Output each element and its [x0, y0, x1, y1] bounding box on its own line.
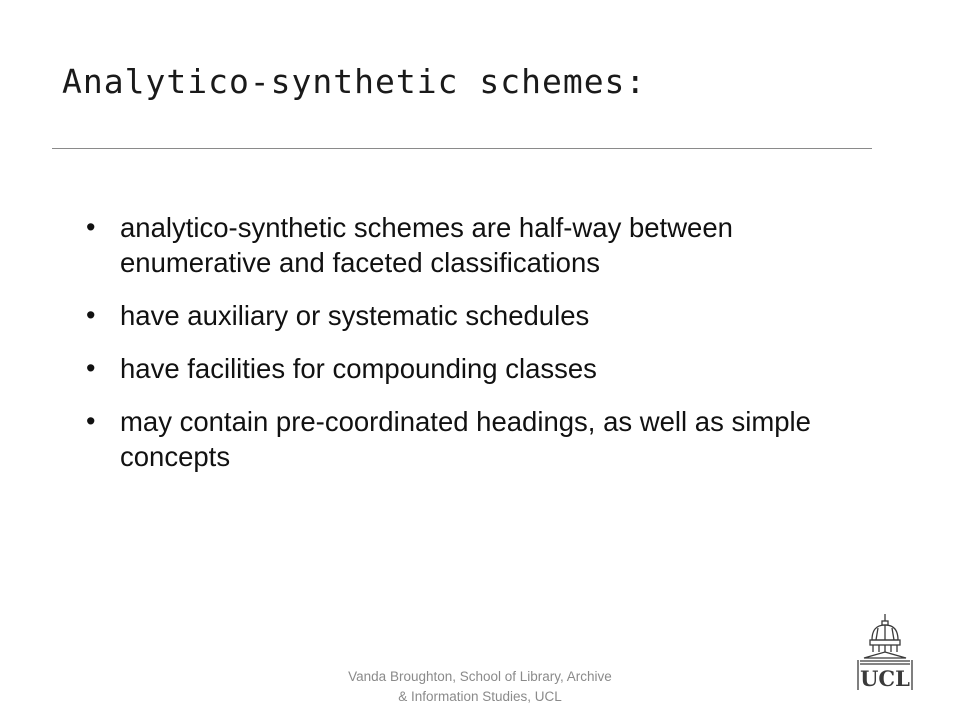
bullet-text: have facilities for compounding classes [120, 353, 597, 384]
ucl-portico-dome-icon [850, 612, 920, 690]
footer-line-2: & Information Studies, UCL [398, 689, 562, 704]
bullet-list [86, 210, 846, 492]
bullet-marker: • [86, 300, 96, 330]
bullet-marker: • [86, 353, 96, 383]
bullet-item [86, 210, 846, 280]
ucl-logo-text: UCL [860, 666, 910, 690]
bullet-text: have auxiliary or systematic schedules [120, 300, 590, 331]
title-divider [52, 148, 872, 149]
footer-credit [320, 667, 640, 707]
bullet-text: analytico-synthetic schemes are half-way between enumerative and faceted classifications [120, 212, 733, 278]
bullet-item [86, 298, 846, 333]
slide-title: Analytico-synthetic schemes: [62, 62, 647, 101]
footer-line-1: Vanda Broughton, School of Library, Archive [348, 669, 612, 684]
bullet-item [86, 404, 846, 474]
bullet-marker: • [86, 406, 96, 436]
bullet-text: may contain pre-coordinated headings, as well as simple concepts [120, 406, 811, 472]
bullet-marker: • [86, 212, 96, 242]
bullet-item [86, 351, 846, 386]
ucl-logo [850, 612, 920, 690]
